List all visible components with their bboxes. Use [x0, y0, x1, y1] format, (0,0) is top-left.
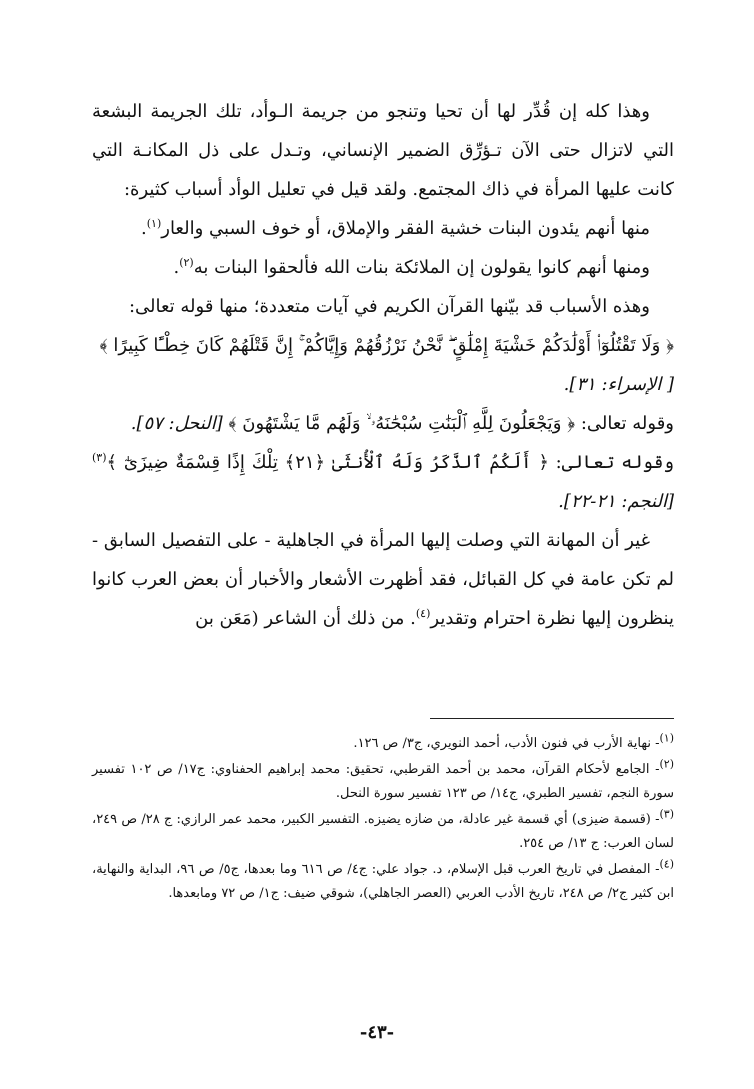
verse-text: ﴿ وَيَجْعَلُونَ لِلَّهِ ٱلْبَنَٰتِ سُبْحَٰنَهُۥ ۙ وَلَهُم مَّا يَشْتَهُونَ ﴾ — [228, 413, 576, 434]
footnote-ref-2[interactable]: (٢) — [179, 256, 194, 269]
footnotes — [92, 732, 674, 908]
footnote-4: $^{(٤)}$- المفصل في تاريخ العرب قبل الإسلام، د. جواد علي: ج٤/ ص ٦١٦ وما بعدها، ج٥/ ص ٩٦، البداية والنهاية، ابن كثير ج٢/ ص ٢٤٨، تاريخ الأدب العربي (العصر الجاهلي)، شوقي ضيف: ج١/ ص ٧٢ ومابعدها. — [92, 857, 674, 901]
footnote-ref-3[interactable]: (٣) — [92, 451, 107, 464]
verse-reference: [ الإسراء: ٣١]. — [563, 374, 674, 395]
quran-verse-1 — [92, 326, 674, 365]
footnote-ref-1[interactable]: (١) — [146, 217, 162, 230]
footnote-mark: (٤) — [659, 857, 674, 871]
footnote-ref-4[interactable]: (٤) — [415, 607, 431, 620]
footnote-separator — [430, 718, 674, 719]
footnote-3: $^{(٣)}$- (قسمة ضيزى) أي قسمة غير عادلة، من ضازه يضيزه. التفسير الكبير، محمد عمر الرازي: ج ٢٨/ ص ٢٤٩، لسان العرب: ج ١٣/ ص ٢٥٤. — [92, 807, 674, 851]
footnote-mark: (٢) — [659, 757, 674, 771]
paragraph-5: غير أن المهانة التي وصلت إليها المرأة في الجاهلية - على التفصيل السابق - لم تكن عامة في كل القبائل، فقد أظهرت الأشعار والأخبار أن بعض العرب كانوا ينظرون إليها نظرة احترام وتقدير$^{(٤)}$. من ذلك أن الشاعر (مَعَن بن — [92, 530, 674, 629]
footnote-1: $^{(١)}$- نهاية الأرب في فنون الأدب، أحمد النويري، ج٣/ ص ١٢٦. — [353, 731, 674, 751]
footnote-mark: (٣) — [659, 807, 674, 821]
page-number: -٤٣- — [359, 1022, 395, 1043]
footnote-2: $^{(٢)}$- الجامع لأحكام القرآن، محمد بن أحمد القرطبي، تحقيق: محمد إبراهيم الحفناوي: ج١٧/ ص ١٠٢ تفسير سورة النجم، تفسير الطبري، ج١٤/ ص ١٢٣ تفسير سورة النحل. — [92, 757, 674, 801]
paragraph-4: وهذه الأسباب قد بيّنها القرآن الكريم في آيات متعددة؛ منها قوله تعالى: — [128, 296, 650, 317]
verse-1-reference-line — [92, 365, 674, 404]
quran-verse-2: وقوله تعالى: ﴿ وَيَجْعَلُونَ لِلَّهِ ٱلْبَنَٰتِ سُبْحَٰنَهُۥ ۙ وَلَهُم مَّا يَشْتَهُونَ ﴾ [النحل: ٥٧]. — [130, 413, 674, 434]
verse-text: ﴿ أَلَكُمُ ٱلذَّكَرُ وَلَهُ ٱلْأُنثَىٰ ﴿٢١﴾ تِلْكَ إِذًا قِسْمَةٌ ضِيزَىٰٓ ﴾ — [106, 452, 549, 473]
paragraph-3: ومنها أنهم كانوا يقولون إن الملائكة بنات الله فألحقوا البنات به$^{(٢)}$. — [173, 256, 650, 278]
paragraph-1: وهذا كله إن قُدِّر لها أن تحيا وتنجو من جريمة الـوأد، تلك الجريمة البشعة التي لاتزال حتى الآن تـؤرِّق الضمير الإنساني، وتـدل على ذل المكانـة التي كانت عليها المرأة في ذاك المجتمع. ولقد قيل في تعليل الوأد أسباب كثيرة: — [92, 101, 674, 200]
verse-reference: [النجم: ٢١-٢٢]. — [558, 491, 674, 512]
main-text — [92, 92, 674, 638]
quran-verse-3: وقوله تعالى: ﴿ أَلَكُمُ ٱلذَّكَرُ وَلَهُ ٱلْأُنثَىٰ ﴿٢١﴾ تِلْكَ إِذًا قِسْمَةٌ ضِيزَىٰٓ ﴾$^{(٣)}$[النجم: ٢١-٢٢]. — [92, 451, 675, 512]
verse-reference: [النحل: ٥٧]. — [130, 413, 229, 434]
paragraph-2: منها أنهم يئدون البنات خشية الفقر والإملاق، أو خوف السبي والعار$^{(١)}$. — [141, 217, 650, 239]
footnote-mark: (١) — [659, 731, 674, 745]
verse-text: ﴿ وَلَا تَقْتُلُوٓا۟ أَوْلَٰدَكُمْ خَشْيَةَ إِمْلَٰقٍ ۖ نَّحْنُ نَرْزُقُهُمْ وَإِيَّاكُمْ ۚ إِنَّ قَتْلَهُمْ كَانَ خِطْـًٔا كَبِيرًا ﴾ — [99, 335, 674, 356]
